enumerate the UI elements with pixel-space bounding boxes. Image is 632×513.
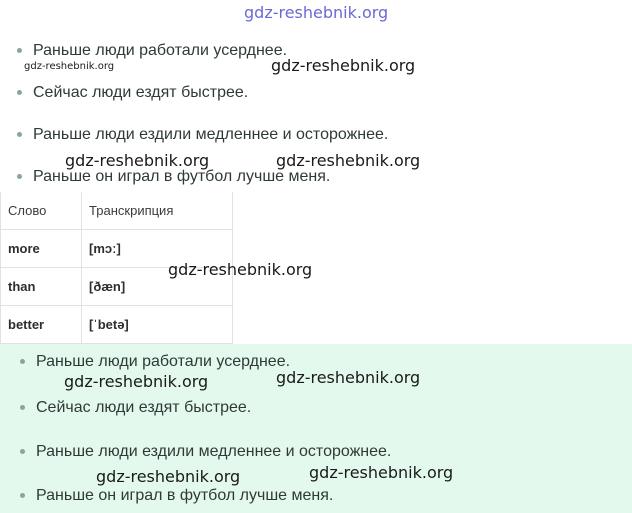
transcription-cell: [ˈbetə] bbox=[82, 306, 233, 344]
table-header-row bbox=[1, 192, 233, 230]
statement-4 bbox=[33, 168, 330, 186]
answer-text: Сейчас люди ездят быстрее. bbox=[36, 399, 252, 416]
watermark: gdz-reshebnik.org bbox=[309, 463, 454, 482]
watermark: gdz-reshebnik.org bbox=[65, 151, 210, 170]
answer-item-1 bbox=[36, 353, 290, 371]
watermark: gdz-reshebnik.org bbox=[271, 56, 416, 75]
statement-text: Раньше он играл в футбол лучше меня. bbox=[33, 168, 331, 185]
statement-3 bbox=[33, 126, 388, 144]
bullet-icon bbox=[20, 405, 25, 410]
watermark: gdz-reshebnik.org bbox=[24, 61, 115, 72]
answer-item-3 bbox=[36, 443, 391, 461]
answer-item-4 bbox=[36, 487, 333, 505]
transcription-cell: [ðæn] bbox=[82, 268, 233, 306]
word-cell: more bbox=[1, 230, 82, 268]
word-cell: than bbox=[1, 268, 82, 306]
watermark: gdz-reshebnik.org bbox=[168, 260, 313, 279]
bullet-icon bbox=[20, 449, 25, 454]
statement-text: Сейчас люди ездят быстрее. bbox=[33, 84, 249, 101]
answer-block bbox=[0, 344, 632, 513]
watermark: gdz-reshebnik.org bbox=[276, 368, 421, 387]
statement-1 bbox=[33, 42, 287, 60]
statement-2 bbox=[33, 84, 248, 102]
bullet-icon bbox=[17, 132, 22, 137]
answer-text: Раньше люди работали усерднее. bbox=[36, 353, 291, 370]
answer-text: Раньше люди ездили медленнее и осторожнее. bbox=[36, 443, 392, 460]
watermark: gdz-reshebnik.org bbox=[64, 372, 209, 391]
table-row bbox=[1, 306, 233, 344]
column-header-transcription: Транскрипция bbox=[82, 192, 233, 230]
transcription-cell: [mɔː] bbox=[82, 230, 233, 268]
answer-item-2 bbox=[36, 399, 251, 417]
bullet-icon bbox=[17, 48, 22, 53]
bullet-icon bbox=[17, 90, 22, 95]
watermark-top: gdz-reshebnik.org bbox=[244, 3, 389, 22]
bullet-icon bbox=[17, 174, 22, 179]
statement-text: Раньше люди ездили медленнее и осторожнее. bbox=[33, 126, 389, 143]
statement-text: Раньше люди работали усерднее. bbox=[33, 42, 288, 59]
bullet-icon bbox=[20, 493, 25, 498]
answer-text: Раньше он играл в футбол лучше меня. bbox=[36, 487, 334, 504]
watermark: gdz-reshebnik.org bbox=[276, 151, 421, 170]
bullet-icon bbox=[20, 359, 25, 364]
column-header-word: Слово bbox=[1, 192, 82, 230]
word-cell: better bbox=[1, 306, 82, 344]
watermark: gdz-reshebnik.org bbox=[96, 467, 241, 486]
